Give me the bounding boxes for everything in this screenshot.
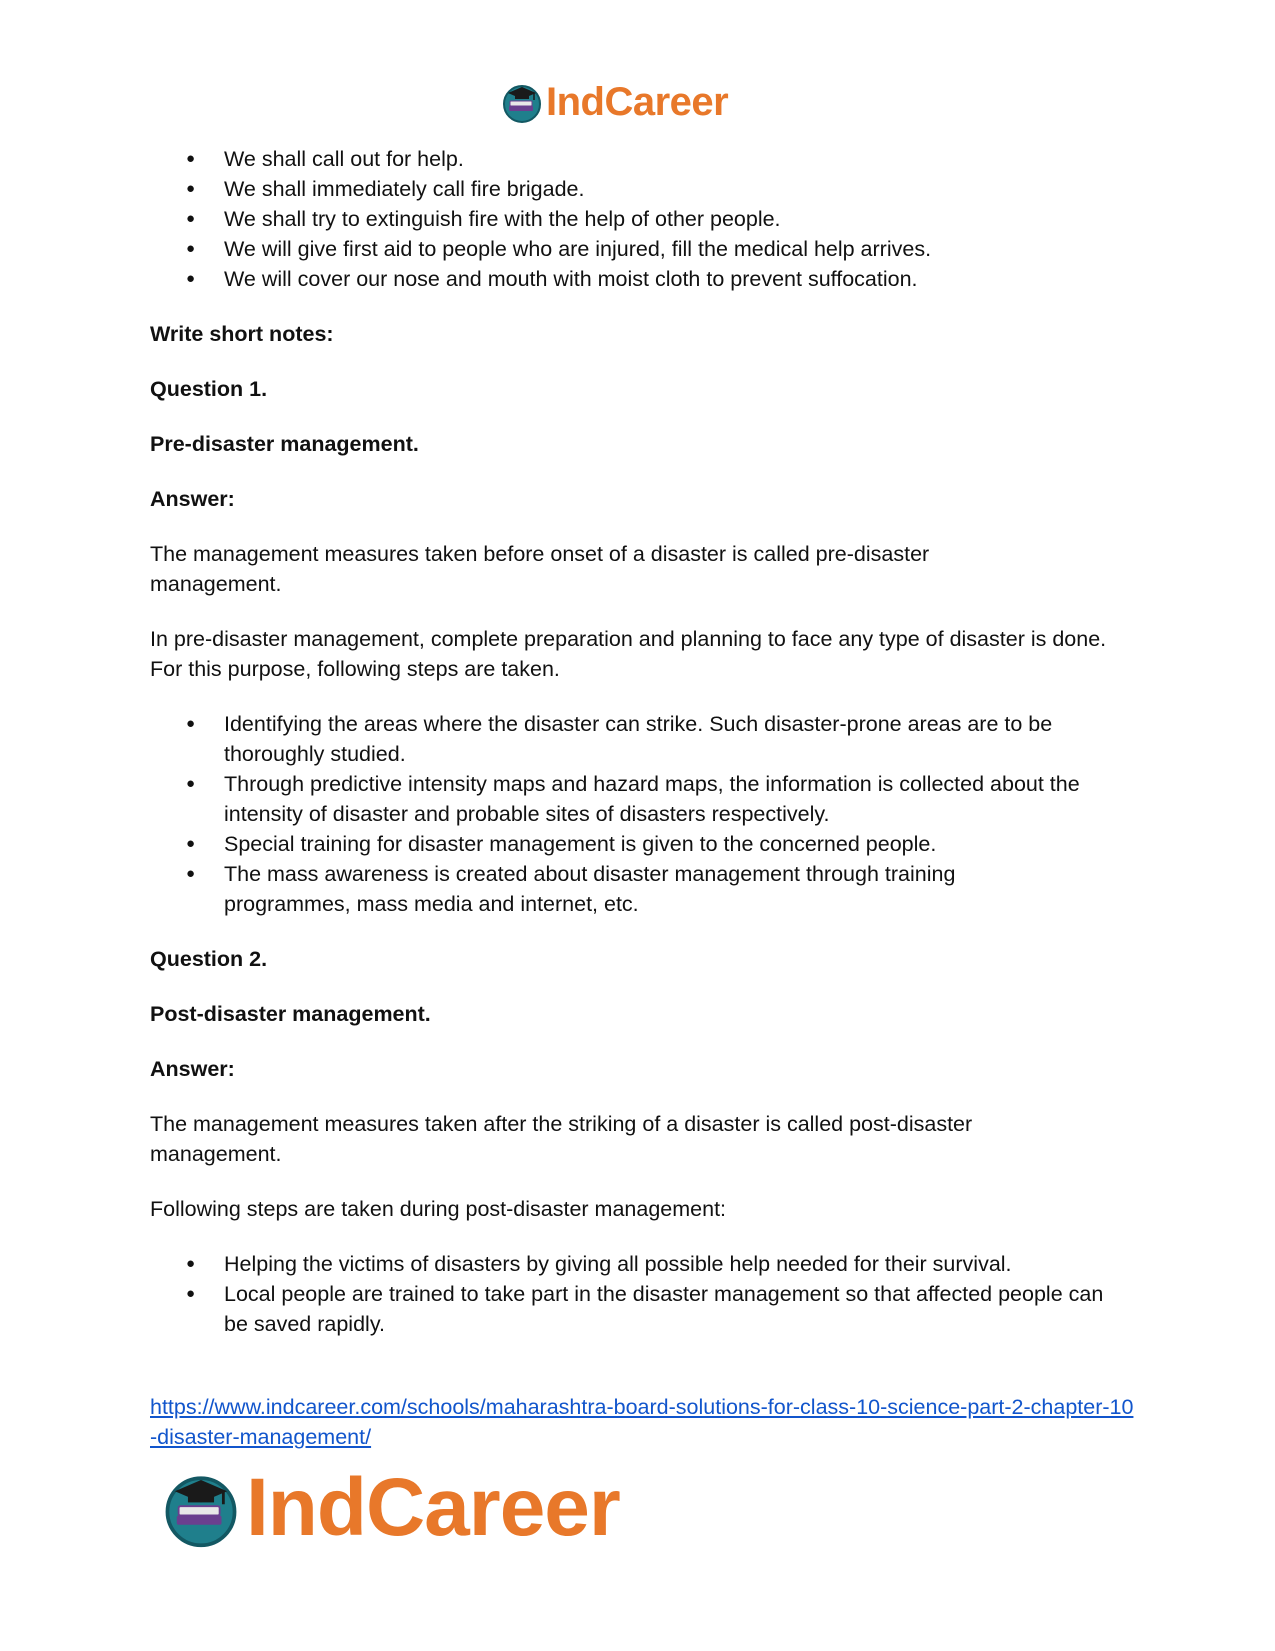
list-item: ● We shall call out for help. [224, 144, 1130, 174]
question-label: Question 2. [150, 947, 268, 971]
list-item: ● We will give first aid to people who are injured, fill the medical help arrives. [224, 234, 1130, 264]
globe-graduation-cap-icon [500, 80, 544, 124]
logo-wordmark: IndCareer [246, 1462, 620, 1553]
list-item: ● Identifying the areas where the disaster can strike. Such disaster-prone areas are to be thoroughly studied. [224, 709, 1130, 769]
list-item: ● We will cover our nose and mouth with moist cloth to prevent suffocation. [224, 264, 1130, 294]
document-body [150, 144, 1130, 1339]
answer-paragraph: The management measures taken after the striking of a disaster is called post-disaster management. [150, 1112, 973, 1166]
footer-logo [160, 1462, 620, 1553]
pre-disaster-steps-list [150, 709, 1130, 919]
answer-paragraph: The management measures taken before onset of a disaster is called pre-disaster management. [150, 542, 930, 596]
answer-paragraph: Following steps are taken during post-disaster management: [150, 1197, 727, 1221]
question-title: Post-disaster management. [150, 1002, 431, 1026]
source-link[interactable]: https://www.indcareer.com/schools/maharashtra-board-solutions-for-class-10-science-part-2-chapter-10-disaster-management/ [150, 1395, 1134, 1449]
answer-paragraph: In pre-disaster management, complete preparation and planning to face any type of disaster is done. For this purpose, following steps are taken. [150, 627, 1107, 681]
question-title: Pre-disaster management. [150, 432, 419, 456]
post-disaster-steps-list [150, 1249, 1130, 1339]
question-label: Question 1. [150, 377, 268, 401]
list-item: ● Special training for disaster management is given to the concerned people. [224, 829, 1130, 859]
logo-wordmark: IndCareer [546, 79, 729, 124]
safety-measures-list [150, 144, 1130, 294]
answer-label: Answer: [150, 487, 235, 511]
list-item: ● Helping the victims of disasters by giving all possible help needed for their survival. [224, 1249, 1130, 1279]
list-item: ● We shall immediately call fire brigade. [224, 174, 1130, 204]
list-item: ● Through predictive intensity maps and hazard maps, the information is collected about the intensity of disaster and probable sites of disasters respectively. [224, 769, 1130, 829]
list-item: ● Local people are trained to take part in the disaster management so that affected people can be saved rapidly. [224, 1279, 1130, 1339]
list-item: ● The mass awareness is created about disaster management through training programmes, mass media and internet, etc. [224, 859, 1004, 919]
answer-label: Answer: [150, 1057, 235, 1081]
section-heading: Write short notes: [150, 322, 334, 346]
globe-graduation-cap-icon [160, 1467, 242, 1549]
header-logo [500, 78, 728, 126]
list-item: ● We shall try to extinguish fire with the help of other people. [224, 204, 1130, 234]
